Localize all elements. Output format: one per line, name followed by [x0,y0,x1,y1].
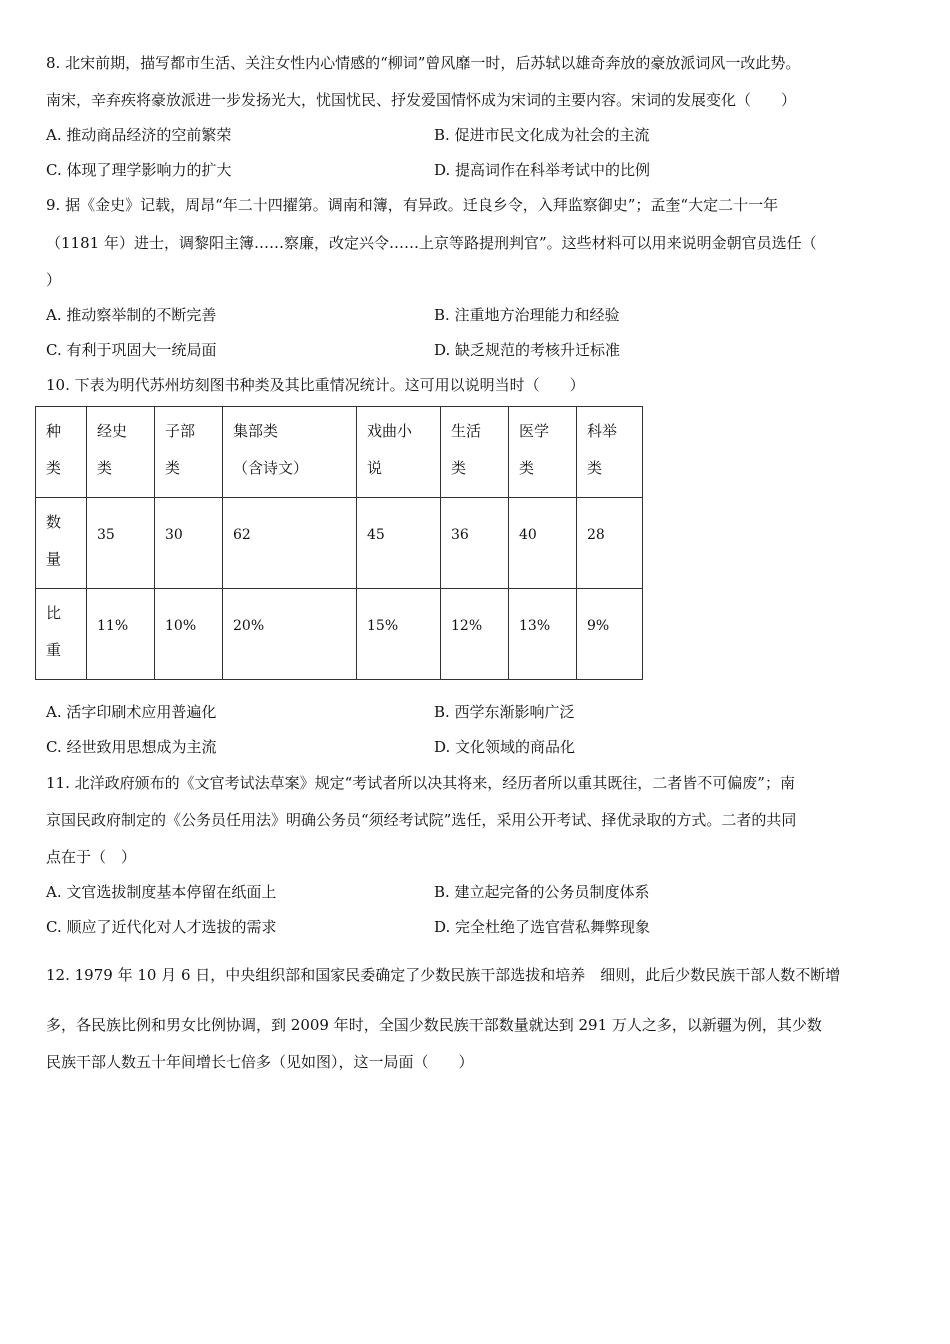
q10-option-b[interactable]: B. 西学东渐影响广泛 [434,703,575,721]
q11-option-b[interactable]: B. 建立起完备的公务员制度体系 [434,883,650,901]
q10-option-a[interactable]: A. 活字印刷术应用普遍化 [46,703,217,721]
table-cell: 30 [155,498,223,589]
table-cell: 12% [441,589,509,680]
table-header-cell: 生活 类 [441,407,509,498]
q11-stem-line-3: 点在于（ ） [46,848,137,866]
q11-stem-line-2: 京国民政府制定的《公务员任用法》明确公务员“须经考试院”选任，采用公开考试、择优录取的方式。二者的共同 [46,811,797,829]
table-cell: 10% [155,589,223,680]
table-cell: 45 [357,498,441,589]
table-cell: 28 [577,498,643,589]
q8-option-a[interactable]: A. 推动商品经济的空前繁荣 [46,126,232,144]
table-cell: 35 [87,498,155,589]
table-row-ratio [36,589,643,680]
q8-stem-line-2: 南宋，辛弃疾将豪放派进一步发扬光大，忧国忧民、抒发爱国情怀成为宋词的主要内容。宋词的发展变化（ ） [46,91,797,109]
q9-option-b[interactable]: B. 注重地方治理能力和经验 [434,306,620,324]
q11-stem-line-1: 11. 北洋政府颁布的《文官考试法草案》规定“考试者所以决其将来，经历者所以重其既往，二者皆不可偏废”；南 [46,774,795,792]
table-row-count [36,498,643,589]
table-row-label-count: 数 量 [36,498,87,589]
q12-stem-line-2: 多，各民族比例和男女比例协调，到 2009 年时，全国少数民族干部数量就达到 291 万人之多，以新疆为例，其少数 [46,1016,822,1034]
q9-option-a[interactable]: A. 推动察举制的不断完善 [46,306,217,324]
q11-option-d[interactable]: D. 完全杜绝了选官营私舞弊现象 [434,918,651,936]
table-header-cell: 集部类 （含诗文） [223,407,357,498]
table-header-cell: 医学 类 [509,407,577,498]
q12-stem-line-3: 民族干部人数五十年间增长七倍多（见如图），这一局面（ ） [46,1053,474,1071]
table-row-label-category: 种 类 [36,407,87,498]
table-cell: 20% [223,589,357,680]
table-header-row [36,407,643,498]
book-category-table [35,406,643,680]
table-row-label-ratio: 比 重 [36,589,87,680]
table-header-cell: 经史 类 [87,407,155,498]
table-header-cell: 科举 类 [577,407,643,498]
table-cell: 62 [223,498,357,589]
q9-option-c[interactable]: C. 有利于巩固大一统局面 [46,341,217,359]
q8-option-b[interactable]: B. 促进市民文化成为社会的主流 [434,126,650,144]
q11-option-c[interactable]: C. 顺应了近代化对人才选拔的需求 [46,918,277,936]
table-cell: 40 [509,498,577,589]
q10-stem-line-1: 10. 下表为明代苏州坊刻图书种类及其比重情况统计。这可用以说明当时（ ） [46,376,585,394]
table-header-cell: 子部 类 [155,407,223,498]
q8-option-c[interactable]: C. 体现了理学影响力的扩大 [46,161,232,179]
table-cell: 36 [441,498,509,589]
table-cell: 13% [509,589,577,680]
q9-option-d[interactable]: D. 缺乏规范的考核升迁标准 [434,341,621,359]
q8-stem-line-1: 8. 北宋前期，描写都市生活、关注女性内心情感的“柳词”曾风靡一时，后苏轼以雄奇奔放的豪放派词风一改此势。 [46,54,801,72]
q9-stem-line-3: ） [46,271,62,289]
q11-option-a[interactable]: A. 文官选拔制度基本停留在纸面上 [46,883,277,901]
table-cell: 9% [577,589,643,680]
table-cell: 15% [357,589,441,680]
q9-stem-line-1: 9. 据《金史》记载，周昂“年二十四擢第。调南和簿，有异政。迁良乡令，入拜监察御史”；孟奎“大定二十一年 [46,196,779,214]
q9-stem-line-2: （1181 年）进士，调黎阳主簿……察廉，改定兴令……上京等路提刑判官”。这些材料可以用来说明金朝官员选任（ [46,234,817,252]
q12-stem-line-1: 12. 1979 年 10 月 6 日，中央组织部和国家民委确定了少数民族干部选拔和培养 细则，此后少数民族干部人数不断增 [46,966,841,984]
table-cell: 11% [87,589,155,680]
q8-option-d[interactable]: D. 提高词作在科举考试中的比例 [434,161,651,179]
q10-option-d[interactable]: D. 文化领域的商品化 [434,738,576,756]
table-header-cell: 戏曲小 说 [357,407,441,498]
q10-option-c[interactable]: C. 经世致用思想成为主流 [46,738,217,756]
